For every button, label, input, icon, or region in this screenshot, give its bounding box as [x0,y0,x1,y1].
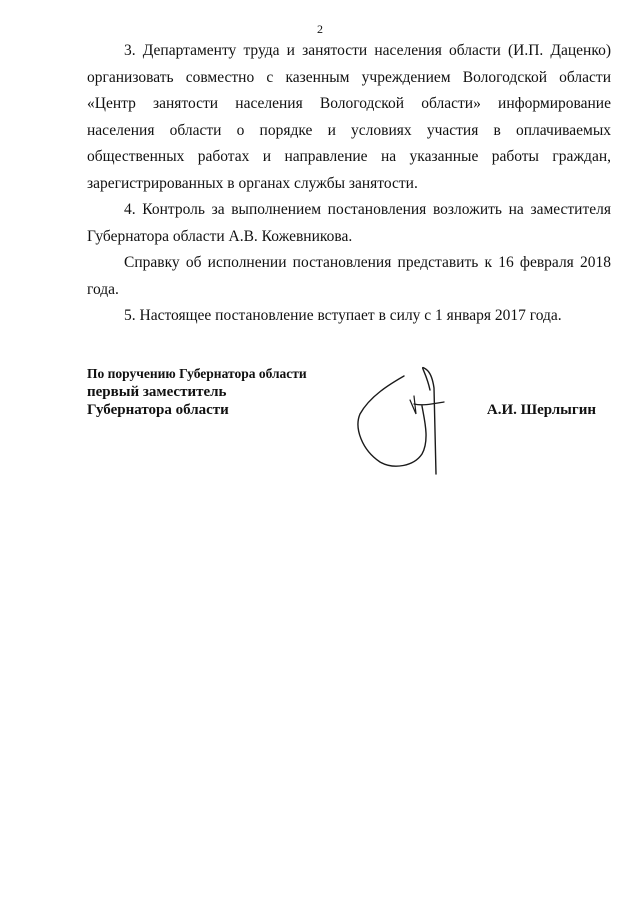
signatory-name: А.И. Шерлыгин [486,402,596,418]
signature-loop-stroke [358,376,426,466]
paragraph-3: 3. Департаменту труда и занятости населения области (И.П. Даценко) организовать совместно с казенным учреждением Вологодской области «Центр занятости населения Вологодской области» информирование населения области о порядке и условиях участия в оплачиваемых общественных работах и направление на указанные работы граждан, зарегистрированных в органах службы занятости. [87,42,611,192]
signature-cross-stroke [414,402,444,405]
page-number: 2 [317,22,323,36]
handwritten-signature [352,366,452,476]
paragraph-4: 4. Контроль за выполнением постановления возложить на заместителя Губернатора области А.В. Кожевникова. [87,201,611,245]
signature-block [87,366,611,476]
paragraph-5: 5. Настоящее постановление вступает в силу с 1 января 2017 года. [124,307,562,324]
signature-authority-line: По поручению Губернатора области [87,366,307,381]
signature-tick-stroke [410,396,416,414]
signature-position-line: первый заместитель [87,384,227,400]
paragraph-report: Справку об исполнении постановления представить к 16 февраля 2018 года. [87,254,611,298]
document-body [87,38,611,330]
signature-title-line: Губернатора области [87,402,229,418]
